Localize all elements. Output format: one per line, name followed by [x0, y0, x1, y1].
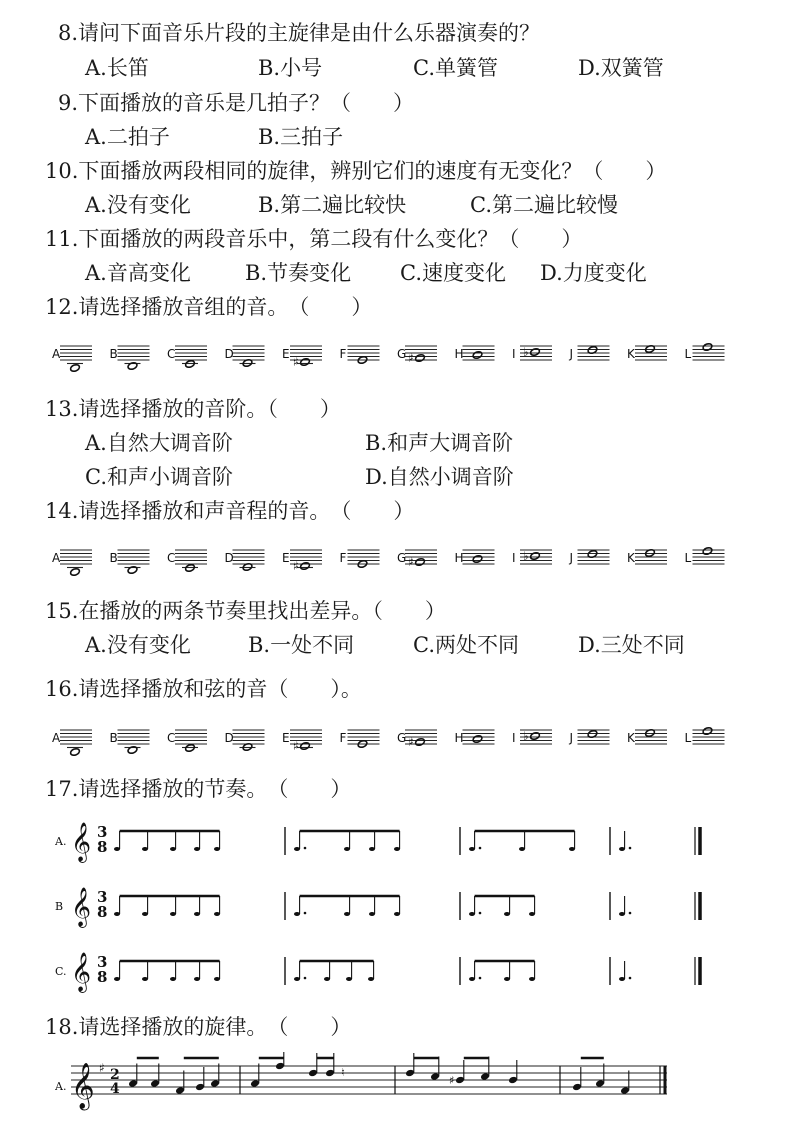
mini-staff-f: [348, 550, 380, 568]
natural-icon: ♮: [341, 1066, 345, 1079]
time-sig-top: 3: [97, 823, 108, 841]
note-a: [70, 364, 81, 373]
staff-letter-c: C: [167, 347, 176, 361]
staff-letter-k: K: [627, 347, 635, 361]
mini-staff-c: [175, 550, 207, 572]
mini-staff-j: [578, 550, 610, 564]
time-sig-top: 3: [97, 953, 108, 971]
note-g: [415, 738, 426, 747]
mini-staff-a: [60, 730, 92, 756]
mini-staff-i: [520, 549, 552, 564]
staff-letter-d: D: [224, 731, 234, 745]
accidental-e: ♯: [293, 739, 299, 753]
staff-row-q16: [50, 720, 770, 760]
q8-option-a[interactable]: A.长笛: [85, 56, 149, 80]
staff-letter-k: K: [627, 731, 635, 745]
mini-staff-k: [635, 729, 667, 744]
q11-option-c[interactable]: C.速度变化: [400, 261, 506, 285]
q13-option-d[interactable]: D.自然小调音阶: [365, 465, 514, 489]
accidental-i: ♭: [523, 345, 529, 359]
staff-letter-l: L: [684, 347, 692, 361]
staff-letter-k: K: [627, 551, 635, 565]
rhythm-label: A.: [55, 835, 67, 848]
note-b: [127, 362, 138, 371]
staff-letter-d: D: [224, 347, 234, 361]
mini-staff-g: [405, 550, 437, 569]
time-sig-bottom: 8: [97, 838, 108, 856]
q15-option-d[interactable]: D.三处不同: [578, 633, 685, 657]
q8-option-d[interactable]: D.双簧管: [578, 56, 664, 80]
rhythm-label: B: [55, 900, 64, 913]
time-sig-bottom: 8: [97, 968, 108, 986]
staff-letter-e: E: [282, 347, 290, 361]
note-b: [127, 746, 138, 755]
accidental-i: ♭: [523, 549, 529, 563]
accidental-g: ♯: [408, 555, 414, 569]
accidental-g: ♯: [408, 351, 414, 365]
q10-option-a[interactable]: A.没有变化: [85, 193, 191, 217]
accidental-g: ♯: [408, 735, 414, 749]
mini-staff-h: [463, 550, 495, 564]
staff-letter-j: J: [569, 731, 574, 745]
rhythm-row-a: [55, 815, 735, 867]
note-g: [415, 354, 426, 363]
question-9: 9.下面播放的音乐是几拍子？（ ）: [58, 91, 415, 115]
q8-option-b[interactable]: B.小号: [258, 56, 323, 80]
mini-staff-c: [175, 346, 207, 368]
staff-letter-b: B: [109, 551, 118, 565]
question-8: 8.请问下面音乐片段的主旋律是由什么乐器演奏的？: [58, 21, 541, 45]
note-l: [702, 547, 713, 556]
mini-staff-j: [578, 346, 610, 360]
note-i: [530, 348, 541, 357]
q8-option-c[interactable]: C.单簧管: [413, 56, 498, 80]
note-a: [70, 568, 81, 577]
mini-staff-i: [520, 345, 552, 360]
staff-row-q14: [50, 540, 770, 580]
staff-letter-g: G: [397, 731, 407, 745]
q9-option-b[interactable]: B.三拍子: [258, 125, 344, 149]
q13-option-b[interactable]: B.和声大调音阶: [365, 431, 514, 455]
rhythm-row-c: [55, 945, 735, 997]
note-h: [472, 351, 483, 360]
q10-option-b[interactable]: B.第二遍比较快: [258, 193, 407, 217]
staff-letter-i: I: [512, 347, 516, 361]
mini-staff-l: [693, 727, 725, 744]
staff-letter-f: F: [339, 347, 347, 361]
mini-staff-a: [60, 346, 92, 372]
mini-staff-l: [693, 343, 725, 360]
note-l: [702, 727, 713, 736]
note-h: [472, 735, 483, 744]
mini-staff-d: [233, 550, 265, 571]
q13-option-c[interactable]: C.和声小调音阶: [85, 465, 233, 489]
time-sig-top: 3: [97, 888, 108, 906]
staff-letter-c: C: [167, 731, 176, 745]
staff-letter-h: H: [454, 731, 464, 745]
melody-time-top: 2: [110, 1067, 120, 1083]
mini-staff-f: [348, 346, 380, 364]
rhythm-label: C.: [55, 965, 67, 978]
question-13: 13.请选择播放的音阶。（ ）: [45, 397, 341, 421]
staff-letter-h: H: [454, 347, 464, 361]
question-18: 18.请选择播放的旋律。 （ ）: [45, 1015, 352, 1039]
staff-letter-b: B: [109, 347, 118, 361]
accidental-e: ♯: [293, 355, 299, 369]
staff-letter-f: F: [339, 551, 347, 565]
treble-clef-icon: 𝄞: [71, 952, 92, 992]
question-15: 15.在播放的两条节奏里找出差异。（ ）: [45, 599, 446, 623]
staff-letter-a: A: [52, 731, 61, 745]
question-16: 16.请选择播放和弦的音（ ）。: [45, 677, 362, 701]
staff-letter-a: A: [52, 551, 61, 565]
melody-time-bottom: 4: [110, 1081, 120, 1097]
question-12: 12.请选择播放音组的音。 （ ）: [45, 295, 373, 319]
accidental-i: ♭: [523, 729, 529, 743]
mini-staff-h: [463, 730, 495, 744]
note-a: [70, 748, 81, 757]
staff-letter-c: C: [167, 551, 176, 565]
staff-letter-f: F: [339, 731, 347, 745]
staff-letter-b: B: [109, 731, 118, 745]
time-sig-bottom: 8: [97, 903, 108, 921]
q9-option-a[interactable]: A.二拍子: [85, 125, 170, 149]
staff-row-q12: [50, 336, 770, 376]
key-sharp-icon: ♯: [99, 1061, 105, 1075]
note-h: [472, 555, 483, 564]
mini-staff-c: [175, 730, 207, 752]
treble-clef-icon: 𝄞: [71, 822, 92, 862]
note-l: [702, 343, 713, 352]
staff-letter-l: L: [684, 731, 692, 745]
mini-staff-f: [348, 730, 380, 748]
staff-letter-i: I: [512, 551, 516, 565]
mini-staff-k: [635, 549, 667, 564]
staff-letter-l: L: [684, 551, 692, 565]
mini-staff-e: [290, 550, 322, 573]
mini-staff-b: [118, 346, 150, 370]
melody-row-a: [55, 1052, 680, 1114]
mini-staff-i: [520, 729, 552, 744]
question-14: 14.请选择播放和声音程的音。 （ ）: [45, 499, 415, 523]
q11-option-d[interactable]: D.力度变化: [540, 261, 647, 285]
note-i: [530, 732, 541, 741]
staff-letter-i: I: [512, 731, 516, 745]
question-17: 17.请选择播放的节奏。 （ ）: [45, 777, 352, 801]
staff-letter-e: E: [282, 551, 290, 565]
mini-staff-l: [693, 547, 725, 564]
staff-letter-j: J: [569, 347, 574, 361]
mini-staff-d: [233, 346, 265, 367]
staff-letter-g: G: [397, 551, 407, 565]
staff-letter-h: H: [454, 551, 464, 565]
treble-clef-icon: 𝄞: [71, 1063, 95, 1109]
note-e: [300, 742, 311, 751]
sharp-icon: ♯: [449, 1074, 455, 1087]
mini-staff-k: [635, 345, 667, 360]
question-11: 11.下面播放的两段音乐中，第二段有什么变化？（ ）: [45, 227, 583, 251]
note-b: [127, 566, 138, 575]
question-10: 10.下面播放两段相同的旋律，辨别它们的速度有无变化？（ ）: [45, 159, 667, 183]
note-e: [300, 358, 311, 367]
treble-clef-icon: 𝄞: [71, 887, 92, 927]
q11-option-b[interactable]: B.节奏变化: [245, 261, 352, 285]
mini-staff-b: [118, 550, 150, 574]
melody-label: A.: [55, 1080, 67, 1093]
mini-staff-j: [578, 730, 610, 744]
staff-letter-d: D: [224, 551, 234, 565]
mini-staff-g: [405, 346, 437, 365]
mini-staff-d: [233, 730, 265, 751]
mini-staff-e: [290, 346, 322, 369]
note-e: [300, 562, 311, 571]
accidental-e: ♯: [293, 559, 299, 573]
mini-staff-a: [60, 550, 92, 576]
staff-letter-a: A: [52, 347, 61, 361]
note-g: [415, 558, 426, 567]
rhythm-row-b: [55, 880, 735, 932]
q15-option-a[interactable]: A.没有变化: [85, 633, 191, 657]
q11-option-a[interactable]: A.音高变化: [85, 261, 191, 285]
staff-letter-e: E: [282, 731, 290, 745]
q15-option-b[interactable]: B.一处不同: [248, 633, 355, 657]
mini-staff-g: [405, 730, 437, 749]
q10-option-c[interactable]: C.第二遍比较慢: [470, 193, 618, 217]
note-i: [530, 552, 541, 561]
q13-option-a[interactable]: A.自然大调音阶: [85, 431, 233, 455]
mini-staff-e: [290, 730, 322, 753]
staff-letter-g: G: [397, 347, 407, 361]
q15-option-c[interactable]: C.两处不同: [413, 633, 519, 657]
staff-letter-j: J: [569, 551, 574, 565]
mini-staff-b: [118, 730, 150, 754]
mini-staff-h: [463, 346, 495, 360]
